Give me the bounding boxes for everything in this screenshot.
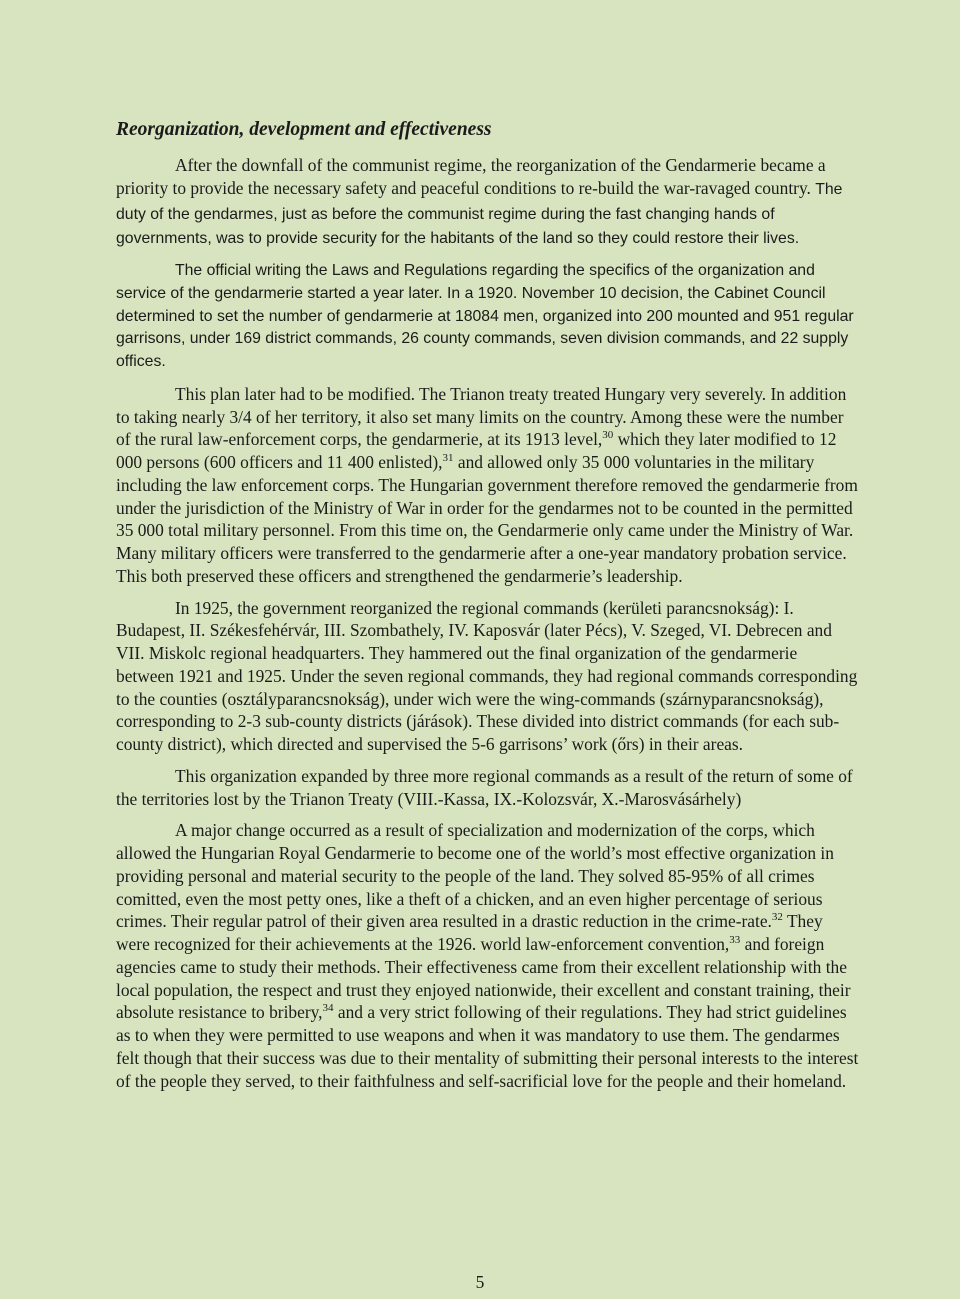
paragraph-2 — [116, 260, 859, 374]
paragraph-6-text-1: A major change occurred as a result of specialization and modernization of the corps, which allowed the Hungarian Royal Gendarmerie to become one of the world’s most effective organization in providing personal and material security to the people of the land. They solved 85-95% of all crimes comitted, even the most petty ones, like a theft of a chicken, and an even higher percentage of serious crimes. Their regular patrol of their given area resulted in a drastic reduction in the crime-rate. — [116, 820, 834, 932]
paragraph-2-text-b: November 10 decision, the Cabinet Council determined to set the number of gendarmerie at 18084 men, organized into 200 mounted and 951 regular garrisons, under 169 district commands, 26 county commands, seven division commands, and 22 supply offices. — [116, 284, 854, 370]
paragraph-4: In 1925, the government reorganized the regional commands (kerületi parancsnokság): I. Budapest, II. Székesfehérvár, III. Szombathely, IV. Kaposvár (later Pécs), V. Szeged, VI. Debrecen and VII. Miskolc regional headquarters. They hammered out the final organization of the gendarmerie between 1921 and 1925. Under the seven regional commands, they had regional commands corresponding to the counties (osztályparancsnokság), under wich were the wing-commands (szárnyparancsnokság), corresponding to 2-3 sub-county districts (járások). These divided into district commands (for each sub-county district), which directed and supervised the 5-6 garrisons’ work (őrs) in their areas. — [116, 597, 858, 754]
paragraph-3-text-2: which they later modified to 12 000 persons (600 officers and 11 400 enlisted), — [116, 429, 837, 472]
paragraph-2-text-a: The official writing the Laws and Regulations regarding the specifics of the organization and service of the gendarmerie started a year later. In a 1920. — [116, 262, 815, 302]
footnote-ref-32: 32 — [771, 911, 783, 924]
paragraph-6 — [116, 819, 859, 1092]
paragraph-1 — [116, 154, 859, 251]
paragraph-5: This organization expanded by three more regional commands as a result of the return of some of the territories lost by the Trianon Treaty (VIII.-Kassa, IX.-Kolozsvár, X.-Marosvásárhely) — [116, 765, 853, 809]
footnote-ref-33: 33 — [729, 934, 741, 946]
paragraph-1-text-a: After the downfall of the communist regime, the reorganization of the Gendarmerie became a priority to provide the necessary safety and peaceful conditions to re-build the war-ravaged country. — [116, 155, 826, 198]
paragraph-6-text-4: and a very strict following of their regulations. They had strict guidelines as to when they were permitted to use weapons and when it was mandatory to use them. The gendarmes felt though that their success was due to their mentality of submitting their personal interests to the interest of the people they served, to their faithfulness and self-sacrificial love for the people and their homeland. — [116, 1002, 859, 1091]
paragraph-1-text-b: The duty of the gendarmes, just as before the communist regime during the fast changing hands of governments, was to provide security for the habitants of the land so they could restore their lives. — [116, 180, 843, 248]
footnote-ref-34: 34 — [322, 1002, 334, 1015]
section-heading: Reorganization, development and effectiveness — [116, 119, 492, 140]
document-page — [116, 118, 859, 1101]
footnote-ref-31: 31 — [442, 452, 454, 464]
footnote-ref-30: 30 — [602, 429, 614, 442]
paragraph-6-text-3: and foreign agencies came to study their methods. Their effectiveness came from their excellent relationship with the local population, the respect and trust they enjoyed nationwide, their excellent and constant training, their absolute resistance to bribery, — [116, 934, 851, 1023]
paragraph-3 — [116, 383, 859, 588]
page-number: 5 — [475, 1272, 485, 1292]
paragraph-3-text-3: and allowed only 35 000 voluntaries in the military including the law enforcement corps. The Hungarian government therefore removed the gendarmerie from under the jurisdiction of the Ministry of War in order for the gendarmes not to be counted in the permitted 35 000 total military personnel. From this time on, the Gendarmerie only came under the Ministry of War. Many military officers were transferred to the gendarmerie after a one-year mandatory probation service. This both preserved these officers and strengthened the gendarmerie’s leadership. — [116, 452, 858, 586]
paragraph-3-text-1: This plan later had to be modified. The Trianon treaty treated Hungary very severely. In addition to taking nearly 3/4 of her territory, it also set many limits on the country. Among these were the number of the rural law-enforcement corps, the gendarmerie, at its 1913 level, — [116, 383, 847, 450]
paragraph-6-text-2: They were recognized for their achievements at the 1926. world law-enforcement convention, — [116, 911, 823, 954]
